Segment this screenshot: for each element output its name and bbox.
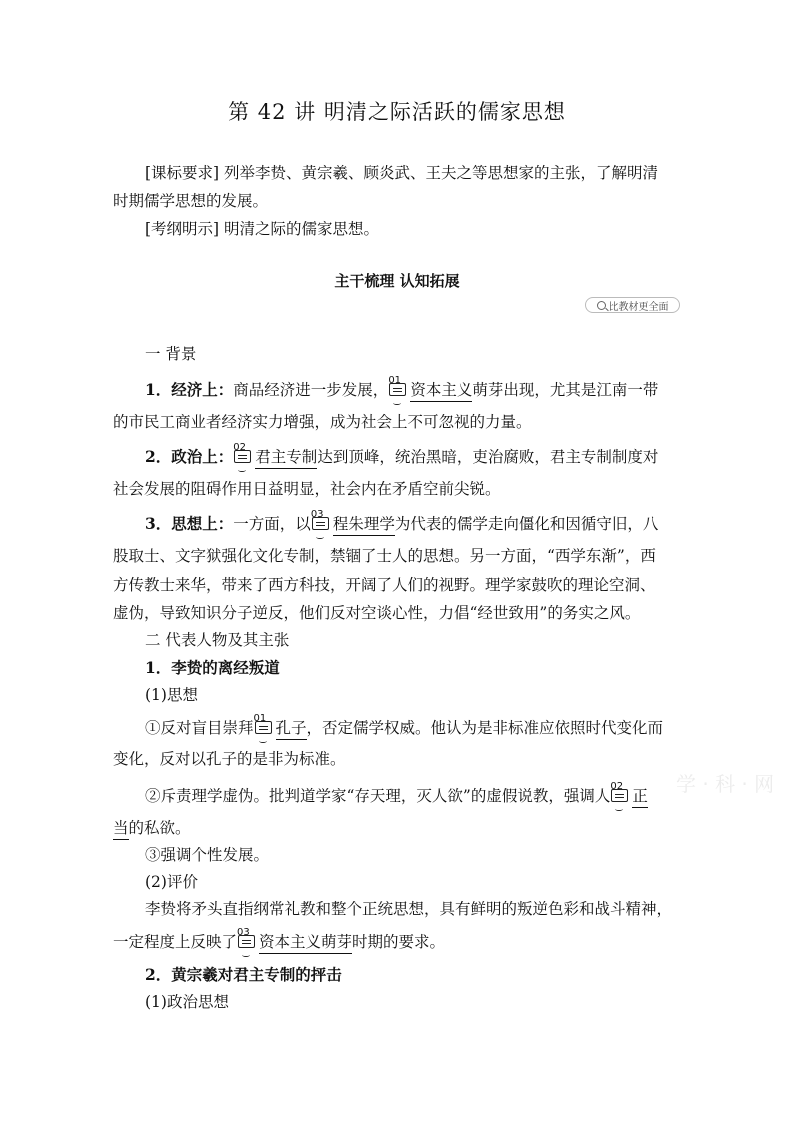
exam-label: [考纲明示] (145, 220, 220, 238)
huang-title: 2．黄宗羲对君主专制的抨击 (145, 965, 342, 984)
search-icon (597, 301, 606, 310)
bg-thought-line1 (145, 509, 659, 536)
section-heading: 主干梳理 认知拓展 (334, 272, 460, 290)
bg-thought-line2: 股取士、文字狱强化文化专制，禁锢了士人的思想。另一方面，“西学东渐”，西 (113, 547, 656, 565)
section-figures-title: 二 代表人物及其主张 (145, 631, 290, 649)
huang-sub-politics: (1)政治思想 (145, 993, 229, 1011)
lizhi-p1-line2: 变化，反对以孔子的是非为标准。 (113, 750, 346, 768)
bg-politics-line1 (145, 442, 659, 469)
answer-blank: 程朱理学 (333, 514, 395, 536)
bg-thought-line3: 方传教士来华，带来了西方科技，开阔了人们的视野。理学家鼓吹的理论空洞、 (113, 576, 656, 594)
answer-blank: 孔子 (276, 718, 307, 740)
answer-number-icon (388, 375, 408, 398)
lizhi-p1-text-2: ，否定儒学权威。他认为是非标准应依照时代变化而 (306, 719, 664, 737)
lizhi-p4-line1: 李贽将矛头直指纲常礼教和整个正统思想，具有鲜明的叛逆色彩和战斗精神， (145, 900, 673, 918)
lizhi-p4-text-2: 时期的要求。 (352, 933, 446, 951)
answer-blank: 资本主义 (410, 380, 472, 402)
answer-number-icon (610, 781, 630, 804)
lizhi-p2-line2 (113, 818, 191, 840)
bg-economy-line2: 的市民工商业者经济实力增强，成为社会上不可忽视的力量。 (113, 413, 532, 431)
bg-economy-label: 1．经济上： (145, 380, 234, 399)
lizhi-p4-line2 (113, 927, 446, 954)
answer-number: 02 (610, 781, 624, 792)
bg-thought-line4: 虚伪，导致知识分子逆反，他们反对空谈心性，力倡“经世致用”的务实之风。 (113, 604, 641, 622)
curriculum-text: 列举李贽、黄宗羲、顾炎武、王夫之等思想家的主张，了解明清 (219, 164, 659, 182)
bg-politics-text: 达到顶峰，统治黑暗，吏治腐败，君主专制制度对 (317, 448, 659, 466)
bg-thought-text-2: 为代表的儒学走向僵化和因循守旧，八 (394, 515, 659, 533)
answer-number-icon (237, 927, 257, 950)
answer-number: 03 (237, 927, 250, 938)
exam-outline (145, 219, 379, 239)
curriculum-requirement (145, 163, 658, 183)
lizhi-p2-text-2: 的私欲。 (128, 819, 191, 837)
lizhi-sub-thought: (1)思想 (145, 686, 198, 704)
lizhi-p1-text: ①反对盲目崇拜 (145, 719, 254, 737)
answer-number-icon (310, 509, 331, 532)
bg-politics-line2: 社会发展的阻碍作用日益明显，社会内在矛盾空前尖锐。 (113, 480, 501, 498)
bg-economy-line1 (145, 375, 659, 402)
compare-textbook-chip[interactable] (585, 297, 680, 313)
answer-number: 03 (310, 509, 324, 520)
bg-thought-label: 3．思想上： (145, 514, 234, 533)
answer-blank-continued: 当 (113, 818, 129, 840)
lizhi-p2-line1 (145, 781, 648, 808)
chip-label: 比教材更全面 (608, 301, 669, 313)
bg-economy-text-2: 萌芽出现，尤其是江南一带 (472, 381, 659, 399)
bg-economy-text: 商品经济进一步发展， (233, 381, 389, 399)
curriculum-label: [课标要求] (145, 164, 220, 182)
answer-blank: 资本主义萌芽 (259, 932, 352, 954)
bg-politics-label: 2．政治上： (145, 447, 234, 466)
answer-blank: 正 (632, 786, 648, 808)
bg-thought-text: 一方面，以 (233, 515, 311, 533)
lizhi-title: 1．李贽的离经叛道 (145, 658, 280, 677)
lizhi-sub-evaluation: (2)评价 (145, 873, 198, 891)
curriculum-text-line2: 时期儒学思想的发展。 (113, 192, 269, 210)
exam-text: 明清之际的儒家思想。 (219, 220, 380, 238)
lizhi-p4-text: 一定程度上反映了 (113, 933, 238, 951)
lizhi-p1-line1 (145, 713, 664, 740)
page-title: 第 42 讲 明清之际活跃的儒家思想 (228, 100, 566, 124)
watermark-text: 学 · 科 · 网 (676, 772, 775, 796)
answer-number-icon (253, 713, 274, 736)
answer-blank: 君主专制 (255, 447, 317, 469)
answer-number: 01 (253, 713, 267, 724)
answer-number-icon (233, 442, 253, 465)
lizhi-p3: ③强调个性发展。 (145, 846, 270, 864)
answer-number: 02 (233, 442, 247, 453)
lizhi-p2-text: ②斥责理学虚伪。批判道学家“存天理，灭人欲”的虚假说教，强调人 (145, 787, 611, 805)
answer-number: 01 (388, 375, 402, 386)
section-background-title: 一 背景 (145, 345, 197, 363)
